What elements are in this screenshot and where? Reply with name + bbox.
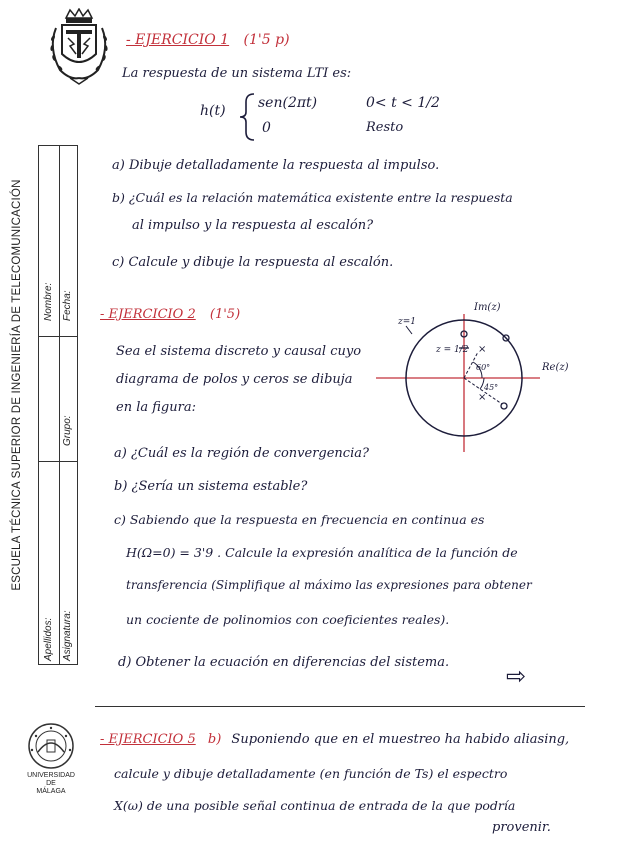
exercise-5-line1: Suponiendo que en el muestreo ha habido aliasing, (231, 732, 570, 747)
exercise-2-question-b: b) ¿Sería un sistema estable? (114, 479, 308, 494)
zero-one-label: z=1 (398, 317, 417, 327)
exercise-1-question-a: a) Dibuje detalladamente la respuesta al impulso. (112, 158, 440, 173)
angle-45-label: 45° (484, 383, 499, 392)
exercise-5-part-label: b) (207, 732, 222, 747)
impulse-response-lhs: h(t) (200, 103, 226, 119)
pole-marker: × (478, 344, 487, 355)
exercise-5-title: - EJERCICIO 5 (100, 732, 196, 747)
exercise-2-statement-line3: en la figura: (116, 400, 196, 415)
apellidos-field[interactable]: Apellidos: (43, 617, 54, 661)
exercise-1-question-c: c) Calcule y dibuje la respuesta al escalón. (112, 255, 394, 270)
asignatura-field[interactable]: Asignatura: (62, 610, 73, 661)
zero-half-label: z = 1/2 (436, 345, 469, 355)
case-1-expression: sen(2πt) (258, 95, 318, 111)
grupo-field[interactable]: Grupo: (62, 415, 73, 446)
nombre-field[interactable]: Nombre: (43, 282, 54, 321)
exercise-5-line3: X(ω) de una posible señal continua de entrada de la que podría (114, 798, 516, 813)
exercise-1-title: - EJERCICIO 1 (1'5 p) (126, 32, 290, 48)
exercise-2-question-c-line2: H(Ω=0) = 3'9 . Calcule la expresión analítica de la función de (126, 545, 518, 560)
institution-sidebar (2, 140, 32, 630)
exercise-2-statement-line1: Sea el sistema discreto y causal cuyo (116, 344, 362, 359)
exercise-2-question-c-line3: transferencia (Simplifique al máximo las expresiones para obtener (126, 578, 532, 592)
student-info-form (38, 145, 78, 665)
exercise-2-question-c-line4: un cociente de polinomios con coeficientes reales). (126, 612, 450, 627)
piecewise-brace (238, 92, 258, 142)
exercise-5-heading (100, 732, 569, 747)
imaginary-axis-label: Im(z) (474, 302, 501, 313)
exercise-2-question-d: d) Obtener la ecuación en diferencias del sistema. (118, 655, 450, 670)
exercise-2-title: - EJERCICIO 2 (1'5) (100, 307, 241, 322)
university-seal-logo (26, 722, 76, 770)
exercise-1-question-b-line2: al impulso y la respuesta al escalón? (132, 218, 374, 233)
form-row-divider (39, 461, 77, 462)
exercise-5-line2: calcule y dibuje detalladamente (en función de Ts) el espectro (114, 766, 508, 781)
form-row-divider (39, 336, 77, 337)
next-page-arrow-icon: ⇨ (506, 662, 527, 690)
exercise-2-question-a: a) ¿Cuál es la región de convergencia? (114, 446, 369, 461)
real-axis-label: Re(z) (542, 362, 569, 373)
school-crest-logo (44, 8, 114, 88)
institution-name: ESCUELA TÉCNICA SUPERIOR DE INGENIERÍA DE TELECOMUNICACIÓN (11, 179, 23, 591)
exercise-1-statement: La respuesta de un sistema LTI es: (122, 66, 352, 81)
case-2-condition: Resto (366, 120, 404, 135)
angle-60-label: 60° (476, 363, 491, 372)
exercise-5-line4: provenir. (492, 820, 551, 835)
section-divider (95, 706, 585, 707)
exercise-2-statement-line2: diagrama de polos y ceros se dibuja (116, 372, 353, 387)
exercise-2-question-c-line1: c) Sabiendo que la respuesta en frecuencia en continua es (114, 512, 485, 527)
case-1-condition: 0< t < 1/2 (366, 95, 440, 111)
form-column-divider (59, 146, 60, 664)
fecha-field[interactable]: Fecha: (62, 290, 73, 321)
pole-zero-diagram (372, 296, 572, 456)
pole-marker: × (478, 392, 487, 403)
exercise-1-question-b-line1: b) ¿Cuál es la relación matemática existente entre la respuesta (112, 190, 513, 205)
case-2-expression: 0 (262, 120, 271, 136)
university-name: UNIVERSIDAD DE MÁLAGA (27, 772, 75, 795)
